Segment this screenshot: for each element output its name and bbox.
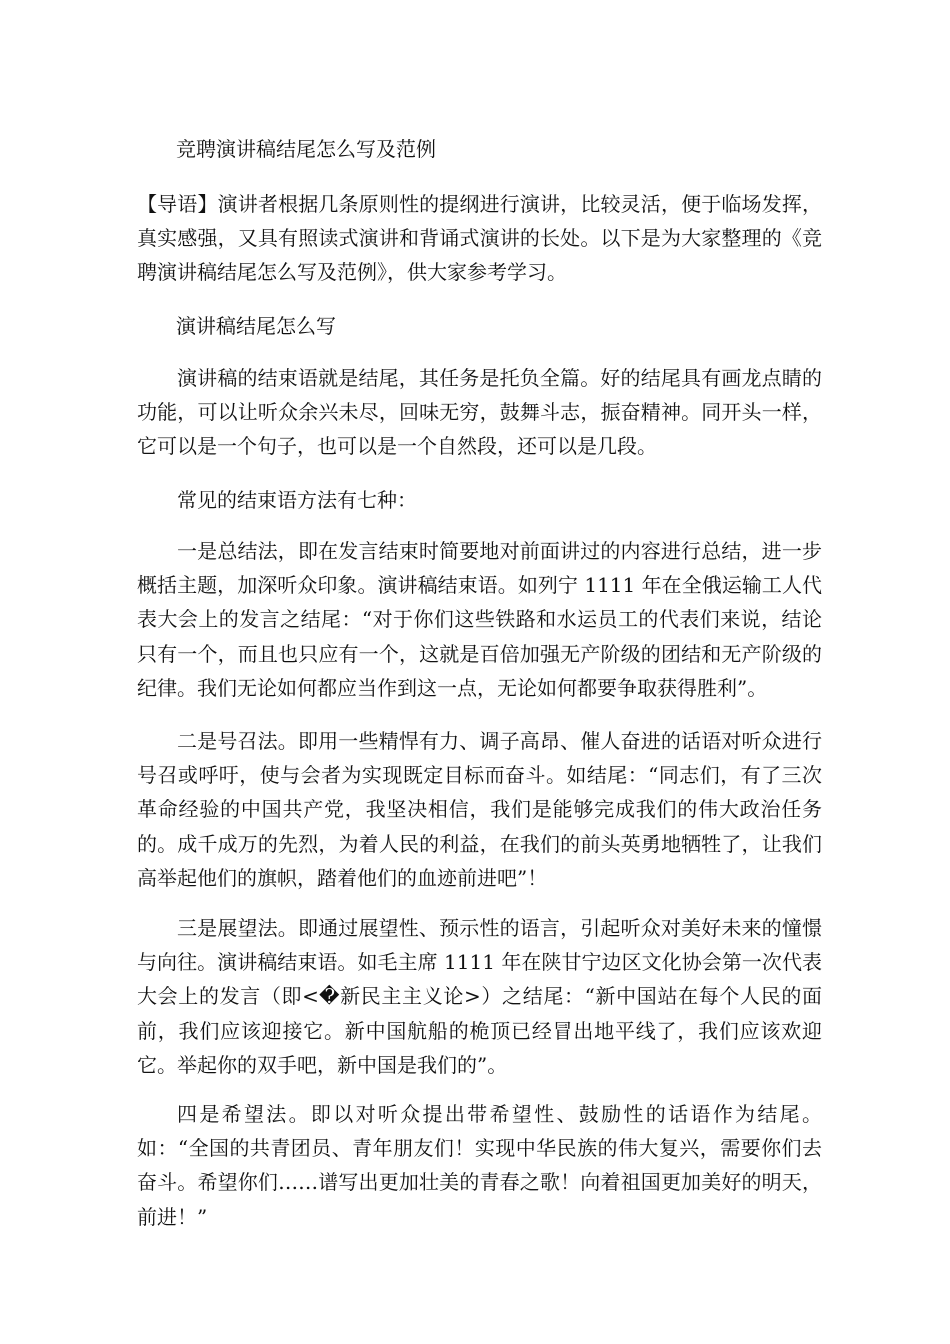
paragraph-call-method: 二是号召法。即用一些精悍有力、调子高昂、催人奋进的话语对听众进行号召或呼吁，使与会者为实现既定目标而奋斗。如结尾：“同志们，有了三次革命经验的中国共产党，我坚决相信，我们是能够完成我们的伟大政治任务的。成千成万的先烈，为着人民的利益，在我们的前头英勇地牺牲了，让我们高举起他们的旗帜，踏着他们的血迹前进吧”！ bbox=[137, 729, 822, 890]
paragraph-seven-methods: 常见的结束语方法有七种： bbox=[177, 488, 417, 512]
paragraph-summary-method: 一是总结法，即在发言结束时简要地对前面讲过的内容进行总结，进一步概括主题，加深听众印象。演讲稿结束语。如列宁 1111 年在全俄运输工人代表大会上的发言之结尾：“对于你们这些铁路和水运员工的代表们来说，结论只有一个，而且也只应有一个，这就是百倍加强无产阶级的团结和无产阶级的纪律。我们无论如何都应当作到这一点，无论如何都要争取获得胜利”。 bbox=[137, 539, 822, 700]
paragraph-outlook-method: 三是展望法。即通过展望性、预示性的语言，引起听众对美好未来的憧憬与向往。演讲稿结束语。如毛主席 1111 年在陕甘宁边区文化协会第一次代表大会上的发言（即<�新民主主义论>）之结尾：“新中国站在每个人民的面前，我们应该迎接它。新中国航船的桅顶已经冒出地平线了，我们应该欢迎它。举起你的双手吧，新中国是我们的”。 bbox=[137, 916, 822, 1077]
intro-tag: 【导语】 bbox=[137, 192, 218, 216]
paragraph-ending-purpose: 演讲稿的结束语就是结尾，其任务是托负全篇。好的结尾具有画龙点睛的功能，可以让听众余兴未尽，回味无穷，鼓舞斗志，振奋精神。同开头一样，它可以是一个句子，也可以是一个自然段，还可以是几段。 bbox=[137, 366, 822, 459]
intro-paragraph bbox=[137, 187, 822, 290]
section-heading: 演讲稿结尾怎么写 bbox=[176, 314, 336, 338]
intro-text: 演讲者根据几条原则性的提纲进行演讲，比较灵活，便于临场发挥，真实感强，又具有照读式演讲和背诵式演讲的长处。以下是为大家整理的《竞聘演讲稿结尾怎么写及范例》，供大家参考学习。 bbox=[137, 192, 823, 285]
document-title: 竞聘演讲稿结尾怎么写及范例 bbox=[176, 137, 436, 161]
paragraph-hope-method: 四是希望法。即以对听众提出带希望性、鼓励性的话语作为结尾。如：“全国的共青团员、青年朋友们！实现中华民族的伟大复兴，需要你们去奋斗。希望你们……谱写出更加壮美的青春之歌！向着祖国更加美好的明天，前进！” bbox=[137, 1102, 822, 1229]
